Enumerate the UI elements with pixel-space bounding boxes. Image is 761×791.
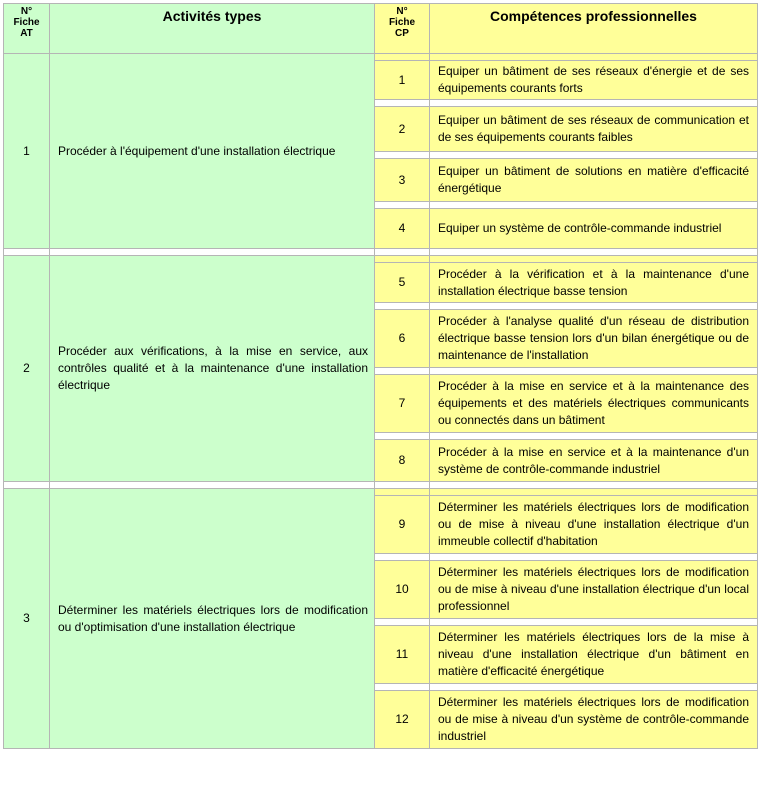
spacer-cell <box>375 303 430 310</box>
spacer-cell <box>430 152 758 159</box>
spacer-cell <box>430 54 758 61</box>
header-at-number-line-2: Fiche <box>13 17 40 28</box>
competence-text: Equiper un bâtiment de solutions en matière d'efficacité énergétique <box>430 159 758 202</box>
competence-text: Déterminer les matériels électriques lors de modification ou de mise à niveau d'une installation électrique d'un local professionnel <box>430 561 758 619</box>
competence-number: 3 <box>375 159 430 202</box>
spacer-cell <box>375 54 430 61</box>
spacer-cell <box>375 619 430 626</box>
competence-text: Procéder à la vérification et à la maintenance d'une installation électrique basse tension <box>430 263 758 303</box>
spacer-cell <box>375 100 430 107</box>
competence-text: Déterminer les matériels électriques lors de modification ou de mise à niveau d'une installation électrique d'un immeuble collectif d'habitation <box>430 496 758 554</box>
spacer-cell <box>430 100 758 107</box>
spacer-cell <box>375 489 430 496</box>
competence-number: 6 <box>375 310 430 368</box>
activity-number: 3 <box>4 489 50 749</box>
header-cp-number-line-2: Fiche <box>388 17 416 28</box>
spacer-cell <box>50 482 375 489</box>
spacer-cell <box>430 202 758 209</box>
spacer-cell <box>375 202 430 209</box>
competence-number: 10 <box>375 561 430 619</box>
spacer-cell <box>375 368 430 375</box>
spacer-cell <box>430 554 758 561</box>
header-at-number <box>4 4 50 54</box>
spacer-cell <box>430 482 758 489</box>
competence-text: Déterminer les matériels électriques lors de modification ou de mise à niveau d'un système de contrôle-commande industriel <box>430 691 758 749</box>
activity-text: Déterminer les matériels électriques lors de modification ou d'optimisation d'une installation électrique <box>50 489 375 749</box>
spacer-cell <box>430 433 758 440</box>
activity-text: Procéder aux vérifications, à la mise en service, aux contrôles qualité et à la maintenance d'une installation électrique <box>50 256 375 482</box>
spacer-cell <box>375 256 430 263</box>
spacer-cell <box>50 249 375 256</box>
competence-text: Equiper un bâtiment de ses réseaux de communication et de ses équipements courants faibles <box>430 107 758 152</box>
spacer-cell <box>375 482 430 489</box>
competence-number: 11 <box>375 626 430 684</box>
competence-number: 2 <box>375 107 430 152</box>
spacer-cell <box>430 256 758 263</box>
spacer-cell <box>4 482 50 489</box>
competence-text: Déterminer les matériels électriques lors de la mise à niveau d'une installation électrique d'un bâtiment en matière d'efficacité énergétique <box>430 626 758 684</box>
spacer-cell <box>375 554 430 561</box>
activities-competences-table <box>3 3 758 749</box>
activity-number: 2 <box>4 256 50 482</box>
header-cp-number-line-1: N° <box>396 6 408 17</box>
header-cp-number-line-3: CP <box>395 28 409 39</box>
competence-text: Procéder à la mise en service et à la maintenance d'un système de contrôle-commande industriel <box>430 440 758 482</box>
competence-text: Equiper un système de contrôle-commande industriel <box>430 209 758 249</box>
spacer-cell <box>375 433 430 440</box>
competence-number: 7 <box>375 375 430 433</box>
spacer-cell <box>375 684 430 691</box>
competence-text: Equiper un bâtiment de ses réseaux d'énergie et de ses équipements courants forts <box>430 61 758 100</box>
header-at-number-line-3: AT <box>20 28 33 39</box>
competence-text: Procéder à la mise en service et à la maintenance des équipements et des matériels électriques communicants ou connectés dans un bâtiment <box>430 375 758 433</box>
header-cp-number <box>375 4 430 54</box>
header-at-number-line-1: N° <box>20 6 33 17</box>
header-activites-types: Activités types <box>50 4 375 54</box>
competence-text: Procéder à l'analyse qualité d'un réseau de distribution électrique basse tension lors d'un bilan énergétique ou de maintenance de l'installation <box>430 310 758 368</box>
spacer-cell <box>4 249 50 256</box>
spacer-cell <box>430 303 758 310</box>
activity-number: 1 <box>4 54 50 249</box>
activity-text: Procéder à l'équipement d'une installation électrique <box>50 54 375 249</box>
competence-number: 8 <box>375 440 430 482</box>
competence-number: 5 <box>375 263 430 303</box>
competence-number: 12 <box>375 691 430 749</box>
competence-number: 1 <box>375 61 430 100</box>
spacer-cell <box>375 249 430 256</box>
header-competences: Compétences professionnelles <box>430 4 758 54</box>
spacer-cell <box>430 619 758 626</box>
spacer-cell <box>430 368 758 375</box>
spacer-cell <box>375 152 430 159</box>
competence-number: 4 <box>375 209 430 249</box>
spacer-cell <box>430 489 758 496</box>
competence-number: 9 <box>375 496 430 554</box>
spacer-cell <box>430 249 758 256</box>
spacer-cell <box>430 684 758 691</box>
